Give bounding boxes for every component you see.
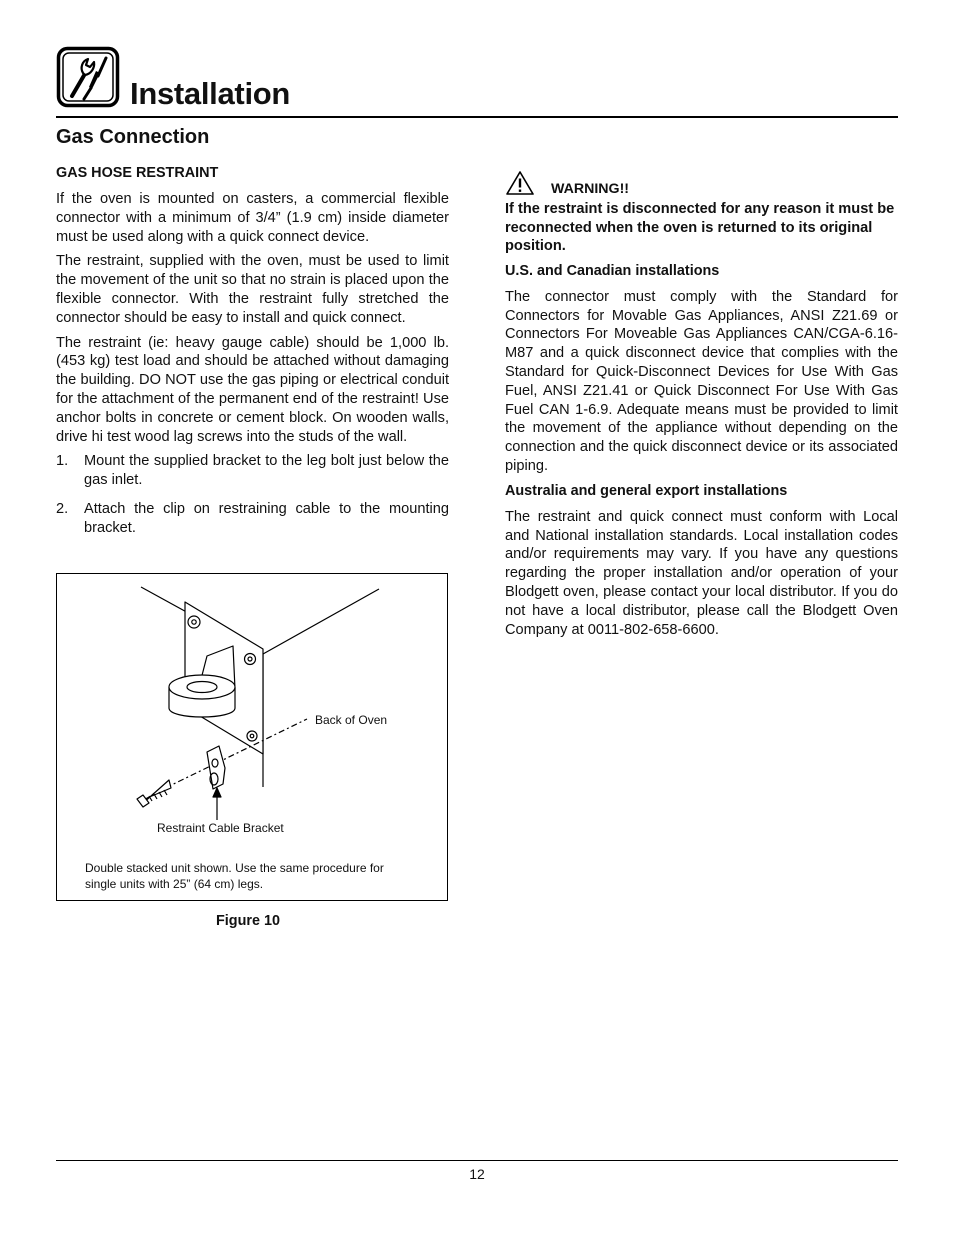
warning-text: If the restraint is disconnected for any reason it must be reconnected when the oven is returned to its original position. [505, 201, 895, 255]
figure-caption: Figure 10 [216, 913, 280, 929]
warning-triangle-icon [505, 170, 535, 196]
figure-10 [56, 573, 448, 901]
page-title: Installation [130, 76, 291, 111]
step-text: Attach the clip on restraining cable to the mounting bracket. [84, 500, 449, 536]
right-column [505, 164, 898, 645]
warning-header [505, 172, 898, 196]
left-column [56, 164, 449, 548]
wrench-screwdriver-icon [56, 46, 120, 108]
label-back-of-oven: Back of Oven [315, 713, 388, 727]
step-number: 1. [56, 453, 69, 470]
page-number: 12 [469, 1166, 485, 1182]
restraint-heading: GAS HOSE RESTRAINT [56, 165, 219, 181]
section-title: Gas Connection [56, 126, 210, 148]
restraint-illustration [57, 574, 447, 900]
footer-rule [56, 1160, 898, 1161]
australia-text: The restraint and quick connect must conform with Local and National installation standards. Local installation codes and/or requirements may vary. If you have any questions regarding the proper installation and/or operation of your Blodgett oven, please contact your local distributor. If you do not have a local distributor, please call the Blodgett Oven Company at 0011-802-658-6600. [505, 508, 898, 638]
step-text: Mount the supplied bracket to the leg bolt just below the gas inlet. [84, 453, 449, 489]
us-canada-text: The connector must comply with the Standard for Connectors for Movable Gas Appliances, ANSI Z21.69 or Connectors For Moveable Gas Appliances CAN/CGA-6.16-M87 and a quick disconnect device that complies with the Standard for Quick-Disconnect Devices for Use With Gas Fuel, ANSI Z21.41 or Quick Disconnect For Use With Gas Fuel CAN 1-6.9. Adequate means must be provided to limit the movement of the appliance without depending on the connection and the quick disconnect device or its associated piping. [505, 288, 898, 474]
paragraph-restraint: The restraint, supplied with the oven, must be used to limit the movement of the unit so that no strain is placed upon the flexible connector. With the restraint fully stretched the connector should be easy to install and quick connect. [56, 253, 449, 326]
warning-title: WARNING!! [551, 181, 630, 197]
list-item [56, 452, 449, 490]
figure-note: Double stacked unit shown. Use the same procedure for single units with 25” (64 cm) legs. [85, 861, 384, 891]
step-number: 2. [56, 500, 69, 517]
list-item [56, 500, 449, 538]
header-rule [56, 116, 898, 118]
label-restraint-bracket: Restraint Cable Bracket [157, 821, 284, 835]
step-list [56, 452, 449, 537]
us-canada-heading: U.S. and Canadian installations [505, 262, 720, 279]
paragraph-casters: If the oven is mounted on casters, a commercial flexible connector with a minimum of 3/4” (1.9 cm) inside diameter must be used along with a quick connect device. [56, 191, 449, 245]
paragraph-cable: The restraint (ie: heavy gauge cable) should be 1,000 lb. (453 kg) test load and should be attached without damaging the building. DO NOT use the gas piping or electrical conduit for the attachment of the permanent end of the restraint! Use anchor bolts in concrete or cement block. On wooden walls, drive hi test wood lag screws into the studs of the wall. [56, 334, 449, 445]
australia-heading: Australia and general export installations [505, 482, 788, 499]
